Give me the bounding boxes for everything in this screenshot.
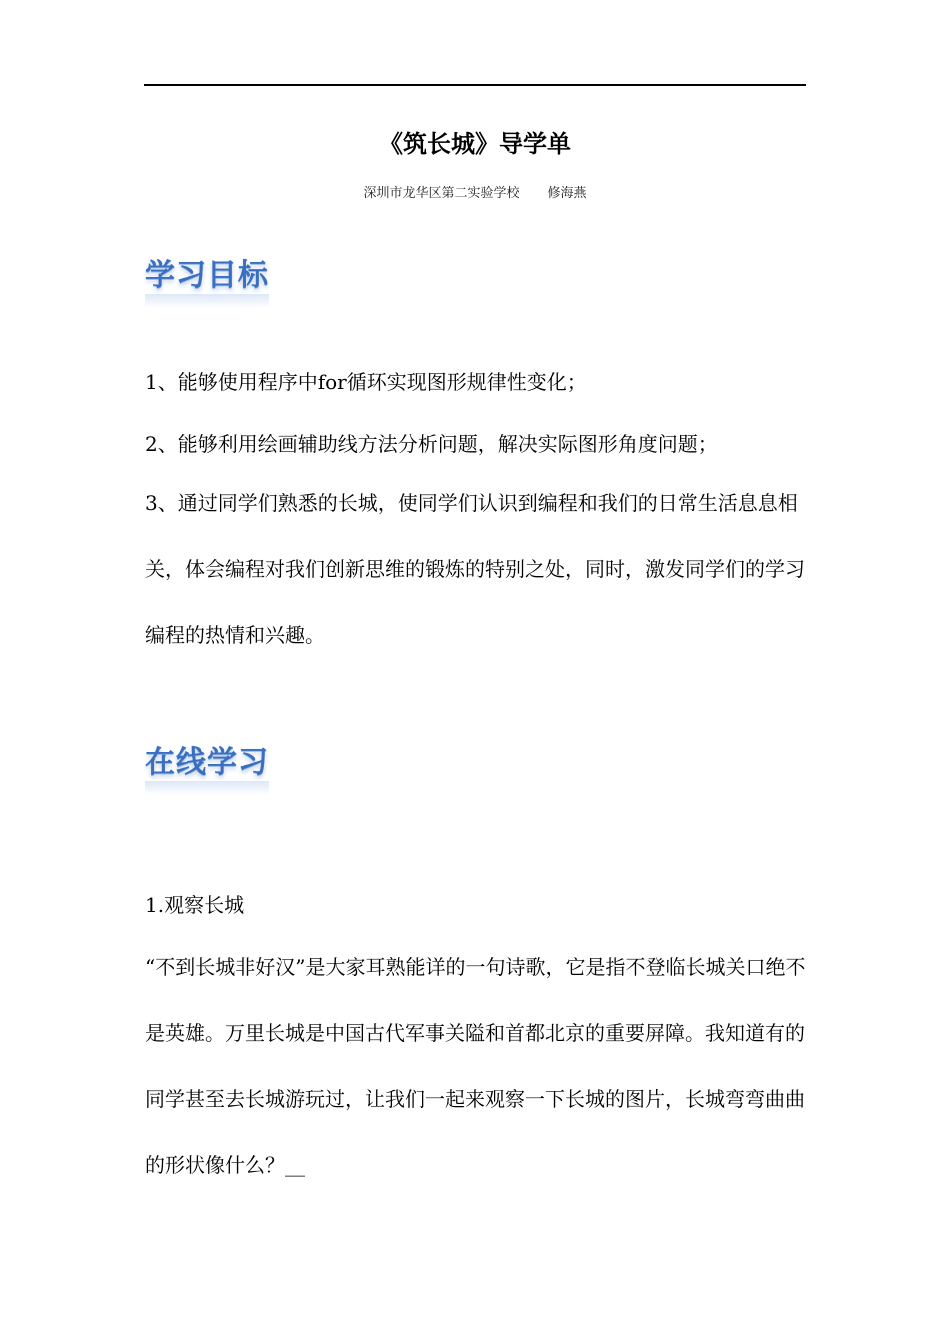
document-title: 《筑长城》导学单	[379, 130, 571, 158]
author-name: 修海燕	[547, 186, 587, 201]
author-line	[0, 182, 950, 201]
section-heading-online: 在线学习	[145, 737, 269, 781]
subheading-observe: 1.观察长城	[145, 893, 245, 917]
section-heading-goals: 学习目标	[145, 250, 269, 294]
goal-item-1: 1、能够使用程序中for循环实现图形规律性变化；	[145, 370, 587, 394]
author-school: 深圳市龙华区第二实验学校	[363, 186, 520, 201]
header-rule	[144, 84, 806, 86]
goal-item-2: 2、能够利用绘画辅助线方法分析问题，解决实际图形角度问题；	[145, 432, 718, 456]
observe-paragraph: “不到长城非好汉”是大家耳熟能详的一句诗歌，它是指不登临长城关口绝不是英雄。万里长城是中国古代军事关隘和首都北京的重要屏障。我知道有的同学甚至去长城游玩过，让我们一起来观察一下长城的图片，长城弯弯曲曲的形状像什么？__	[145, 955, 806, 1177]
goal-item-3: 3、通过同学们熟悉的长城，使同学们认识到编程和我们的日常生活息息相关，体会编程对我们创新思维的锻炼的特别之处，同时，激发同学们的学习编程的热情和兴趣。	[145, 491, 805, 647]
